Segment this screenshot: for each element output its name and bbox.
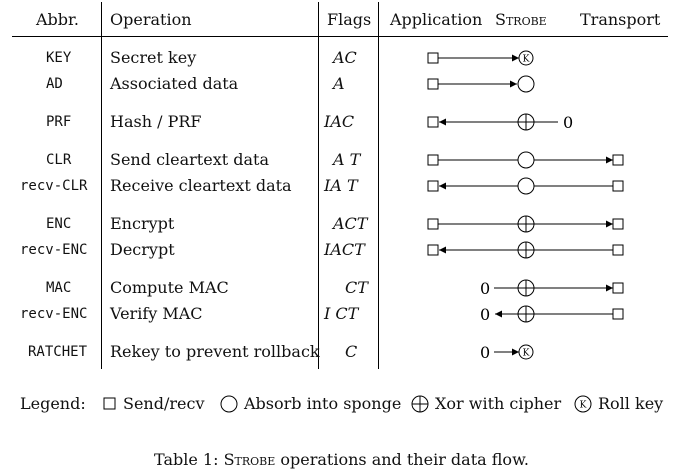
- absorb-icon: [518, 76, 534, 92]
- send-recv-icon: [613, 245, 623, 255]
- flags-ratchet: C: [345, 342, 358, 361]
- header-transport: Transport: [580, 10, 661, 29]
- absorb-icon: [518, 178, 534, 194]
- operation-ad: Associated data: [110, 74, 239, 93]
- header-abbr: Abbr.: [36, 10, 80, 29]
- flags-ad: A: [333, 74, 345, 93]
- flow-recv-enc: [428, 242, 623, 258]
- abbr-recv-mac: recv-ENC: [20, 306, 88, 322]
- roll-key-letter: K: [522, 348, 530, 359]
- flow-recv-clr: [428, 178, 623, 194]
- legend-title: Legend:: [20, 394, 86, 413]
- send-recv-icon: [613, 219, 623, 229]
- operation-recv-mac: Verify MAC: [110, 304, 203, 323]
- abbr-ratchet: RATCHET: [28, 344, 88, 360]
- abbr-clr: CLR: [46, 152, 72, 168]
- flow-clr: [428, 152, 623, 168]
- send-recv-icon: [428, 155, 438, 165]
- flags-recv-clr: IA T: [324, 176, 358, 195]
- abbr-mac: MAC: [46, 280, 72, 296]
- send-recv-icon: [428, 245, 438, 255]
- flags-clr: A T: [333, 150, 361, 169]
- zero-label: 0: [480, 305, 491, 324]
- zero-label: 0: [563, 113, 574, 132]
- operation-clr: Send cleartext data: [110, 150, 269, 169]
- header-strobe: Strobe: [495, 10, 547, 29]
- legend-absorb-icon: [221, 396, 237, 412]
- xor-icon: [518, 216, 534, 232]
- header-flags: Flags: [327, 10, 372, 29]
- header-application: Application: [390, 10, 483, 29]
- flags-prf: IAC: [324, 112, 355, 131]
- send-recv-icon: [613, 283, 623, 293]
- caption-prefix: Table 1:: [154, 450, 224, 469]
- operation-mac: Compute MAC: [110, 278, 229, 297]
- legend-roll: Roll key: [598, 394, 664, 413]
- flow-recv-mac: [495, 306, 623, 322]
- absorb-icon: [518, 152, 534, 168]
- xor-icon: [518, 114, 534, 130]
- abbr-recv-clr: recv-CLR: [20, 178, 88, 194]
- operation-key: Secret key: [110, 48, 197, 67]
- send-recv-icon: [613, 309, 623, 319]
- abbr-prf: PRF: [46, 114, 72, 130]
- legend-send-recv-icon: [104, 398, 115, 409]
- xor-icon: [518, 306, 534, 322]
- legend-xor-icon: [412, 396, 428, 412]
- send-recv-icon: [428, 53, 438, 63]
- caption-suffix: operations and their data flow.: [275, 450, 529, 469]
- abbr-enc: ENC: [46, 216, 72, 232]
- table-caption: [0, 450, 683, 469]
- flow-ad: [428, 76, 534, 92]
- legend-send-recv: Send/recv: [123, 394, 205, 413]
- operation-ratchet: Rekey to prevent rollback: [110, 342, 320, 361]
- flags-recv-mac: I CT: [324, 304, 359, 323]
- legend-absorb: Absorb into sponge: [244, 394, 402, 413]
- flags-key: AC: [333, 48, 357, 67]
- flow-prf: [428, 114, 558, 130]
- operation-recv-enc: Decrypt: [110, 240, 175, 259]
- operation-recv-clr: Receive cleartext data: [110, 176, 292, 195]
- xor-icon: [518, 242, 534, 258]
- abbr-recv-enc: recv-ENC: [20, 242, 88, 258]
- legend-xor: Xor with cipher: [435, 394, 562, 413]
- flow-key: [428, 51, 533, 65]
- caption-strobe: Strobe: [223, 450, 276, 469]
- operation-enc: Encrypt: [110, 214, 175, 233]
- legend-roll-key-letter: K: [579, 400, 587, 411]
- send-recv-icon: [428, 219, 438, 229]
- xor-icon: [518, 280, 534, 296]
- roll-key-letter: K: [522, 54, 530, 65]
- zero-label: 0: [480, 343, 491, 362]
- flags-recv-enc: IACT: [324, 240, 365, 259]
- send-recv-icon: [428, 79, 438, 89]
- abbr-key: KEY: [46, 50, 72, 66]
- operation-prf: Hash / PRF: [110, 112, 202, 131]
- flags-mac: CT: [345, 278, 368, 297]
- send-recv-icon: [613, 155, 623, 165]
- send-recv-icon: [428, 181, 438, 191]
- flow-mac: [494, 280, 623, 296]
- flags-enc: ACT: [333, 214, 368, 233]
- zero-label: 0: [480, 279, 491, 298]
- header-operation: Operation: [110, 10, 192, 29]
- abbr-ad: AD: [46, 76, 63, 92]
- send-recv-icon: [613, 181, 623, 191]
- flow-enc: [428, 216, 623, 232]
- send-recv-icon: [428, 117, 438, 127]
